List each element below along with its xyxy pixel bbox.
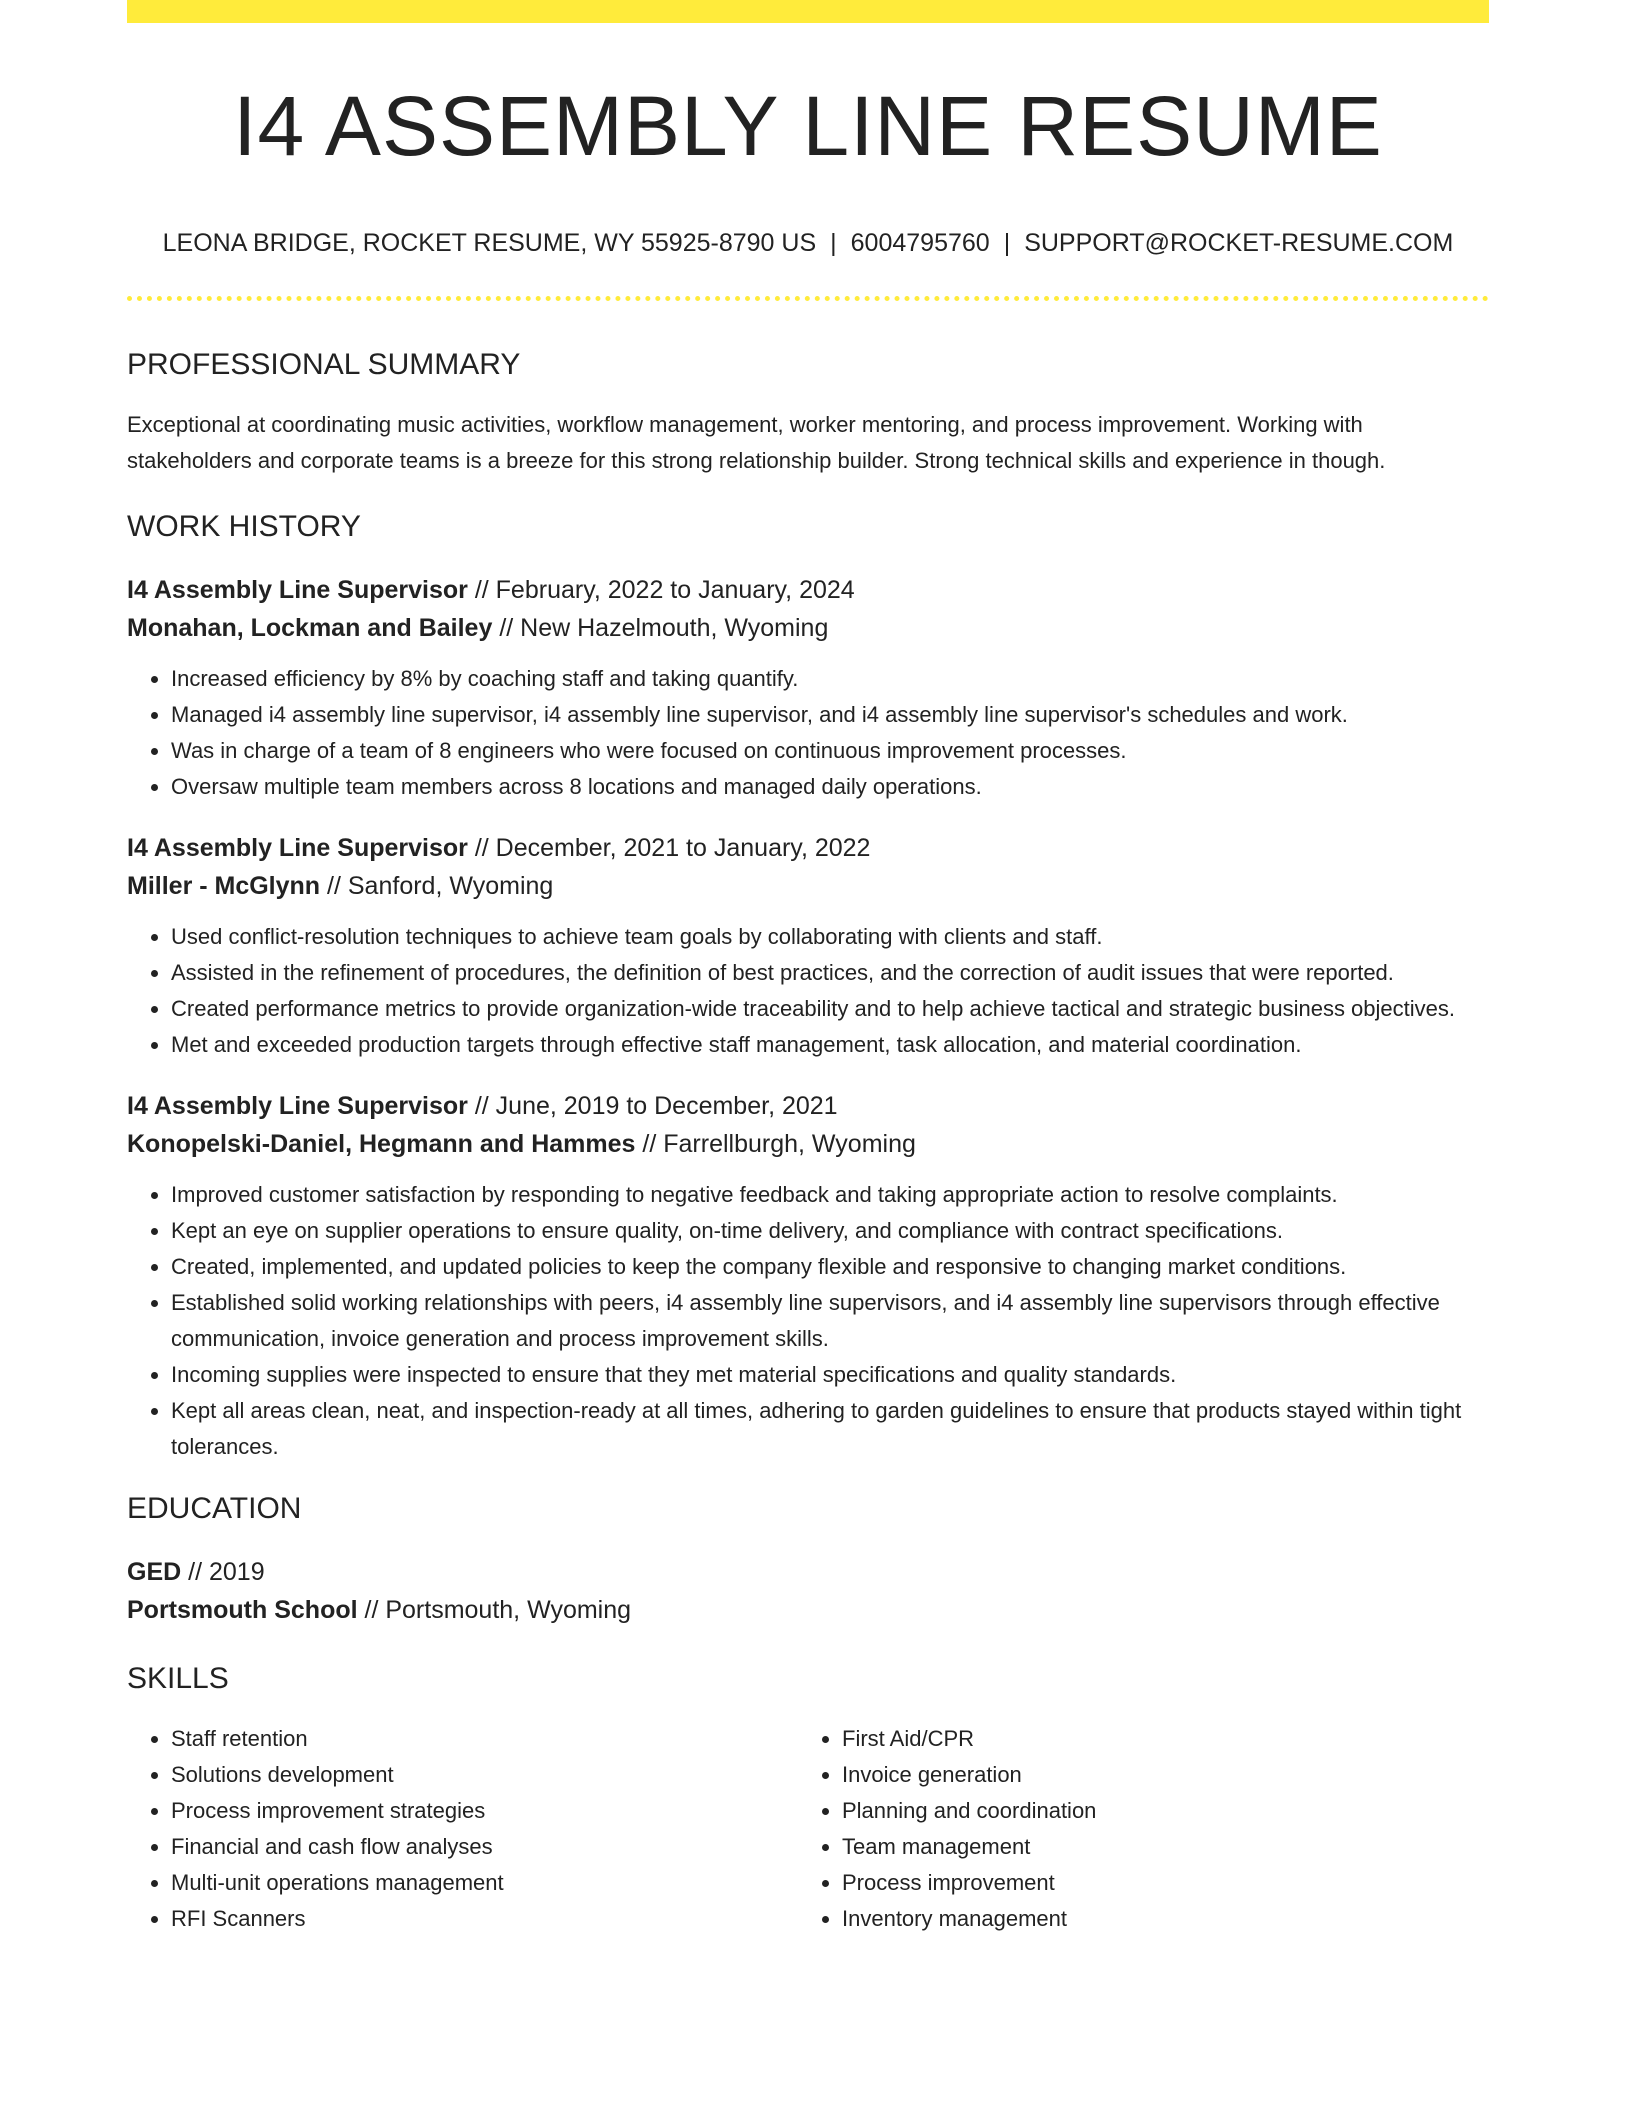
job-bullets [127, 661, 1489, 805]
skills-list [127, 1721, 1489, 1937]
job-entry [127, 1087, 1489, 1465]
skills-heading: SKILLS [127, 1662, 229, 1696]
education-degree: GED [127, 1558, 182, 1587]
skill-item: • Team management [842, 1829, 1469, 1865]
education-school: Portsmouth School [127, 1596, 358, 1625]
skill-item: • Inventory management [842, 1901, 1469, 1937]
contact-phone: 6004795760 [850, 229, 990, 258]
dotted-divider [127, 296, 1489, 301]
skill-item: • Multi-unit operations management [171, 1865, 798, 1901]
skill-item: • Staff retention [171, 1721, 798, 1757]
job-location: // Sanford, Wyoming [327, 872, 554, 901]
job-company-line [127, 1125, 1489, 1163]
job-entry [127, 829, 1489, 1063]
job-bullet: • Assisted in the refinement of procedures, the definition of best practices, and the correction of audit issues that were reported. [171, 955, 1489, 991]
education-school-line [127, 1591, 1489, 1629]
job-list [127, 571, 1489, 1465]
job-company: Miller - McGlynn [127, 872, 321, 901]
job-entry [127, 571, 1489, 805]
skill-item: • Process improvement strategies [171, 1793, 798, 1829]
work-history-heading: WORK HISTORY [127, 510, 361, 544]
job-bullet: • Managed i4 assembly line supervisor, i4 assembly line supervisor, and i4 assembly line supervisor's schedules and work. [171, 697, 1489, 733]
job-bullet: • Improved customer satisfaction by responding to negative feedback and taking appropriate action to resolve complaints. [171, 1177, 1489, 1213]
job-company: Konopelski-Daniel, Hegmann and Hammes [127, 1130, 636, 1159]
skill-item: • Planning and coordination [842, 1793, 1469, 1829]
contact-line [127, 228, 1489, 258]
job-company-line [127, 609, 1489, 647]
education-entry [127, 1553, 1489, 1629]
job-bullet: • Created performance metrics to provide organization-wide traceability and to help achieve tactical and strategic business objectives. [171, 991, 1489, 1027]
job-bullet: • Was in charge of a team of 8 engineers who were focused on continuous improvement processes. [171, 733, 1489, 769]
job-title: I4 Assembly Line Supervisor [127, 834, 468, 863]
job-dates: // June, 2019 to December, 2021 [474, 1092, 838, 1121]
resume-title: I4 ASSEMBLY LINE RESUME [233, 79, 1383, 173]
job-title: I4 Assembly Line Supervisor [127, 1092, 468, 1121]
skills-column-left [127, 1721, 798, 1937]
contact-separator: | [830, 229, 837, 258]
job-bullets [127, 919, 1489, 1063]
job-title-line [127, 571, 1489, 609]
job-location: // Farrellburgh, Wyoming [642, 1130, 916, 1159]
job-company-line [127, 867, 1489, 905]
contact-separator: | [1003, 229, 1011, 258]
skill-item: • First Aid/CPR [842, 1721, 1469, 1757]
skills-column-right [798, 1721, 1469, 1937]
job-dates: // February, 2022 to January, 2024 [474, 576, 855, 605]
contact-email: SUPPORT@ROCKET-RESUME.COM [1024, 229, 1454, 258]
job-title-line [127, 829, 1489, 867]
job-company: Monahan, Lockman and Bailey [127, 614, 493, 643]
job-bullet: • Kept an eye on supplier operations to ensure quality, on-time delivery, and compliance with contract specifications. [171, 1213, 1489, 1249]
skill-item: • Solutions development [171, 1757, 798, 1793]
job-location: // New Hazelmouth, Wyoming [499, 614, 829, 643]
contact-address: LEONA BRIDGE, ROCKET RESUME, WY 55925-8790 US [162, 229, 817, 258]
education-location: // Portsmouth, Wyoming [364, 1596, 632, 1625]
education-degree-line [127, 1553, 1489, 1591]
job-bullet: • Oversaw multiple team members across 8 locations and managed daily operations. [171, 769, 1489, 805]
skill-item: • Invoice generation [842, 1757, 1469, 1793]
summary-heading: PROFESSIONAL SUMMARY [127, 348, 521, 382]
job-bullet: • Met and exceeded production targets through effective staff management, task allocation, and material coordination. [171, 1027, 1489, 1063]
job-bullets [127, 1177, 1489, 1465]
skill-item: • RFI Scanners [171, 1901, 798, 1937]
education-year: // 2019 [188, 1558, 265, 1587]
job-title: I4 Assembly Line Supervisor [127, 576, 468, 605]
education-heading: EDUCATION [127, 1492, 302, 1526]
resume-content [127, 0, 1489, 1937]
job-dates: // December, 2021 to January, 2022 [474, 834, 871, 863]
job-bullet: • Established solid working relationships with peers, i4 assembly line supervisors, and i4 assembly line supervisors through effective communication, invoice generation and process improvement skills. [171, 1285, 1489, 1357]
job-bullet: • Increased efficiency by 8% by coaching staff and taking quantify. [171, 661, 1489, 697]
skill-item: • Process improvement [842, 1865, 1469, 1901]
job-title-line [127, 1087, 1489, 1125]
job-bullet: • Incoming supplies were inspected to ensure that they met material specifications and quality standards. [171, 1357, 1489, 1393]
job-bullet: • Created, implemented, and updated policies to keep the company flexible and responsive to changing market conditions. [171, 1249, 1489, 1285]
job-bullet: • Kept all areas clean, neat, and inspection-ready at all times, adhering to garden guidelines to ensure that products stayed within tight tolerances. [171, 1393, 1489, 1465]
summary-text: Exceptional at coordinating music activities, workflow management, worker mentoring, and process improvement. Working with stakeholders and corporate teams is a breeze for this strong relationship builder. Strong technical skills and experience in though. [127, 412, 1386, 474]
skill-item: • Financial and cash flow analyses [171, 1829, 798, 1865]
job-bullet: • Used conflict-resolution techniques to achieve team goals by collaborating with clients and staff. [171, 919, 1489, 955]
